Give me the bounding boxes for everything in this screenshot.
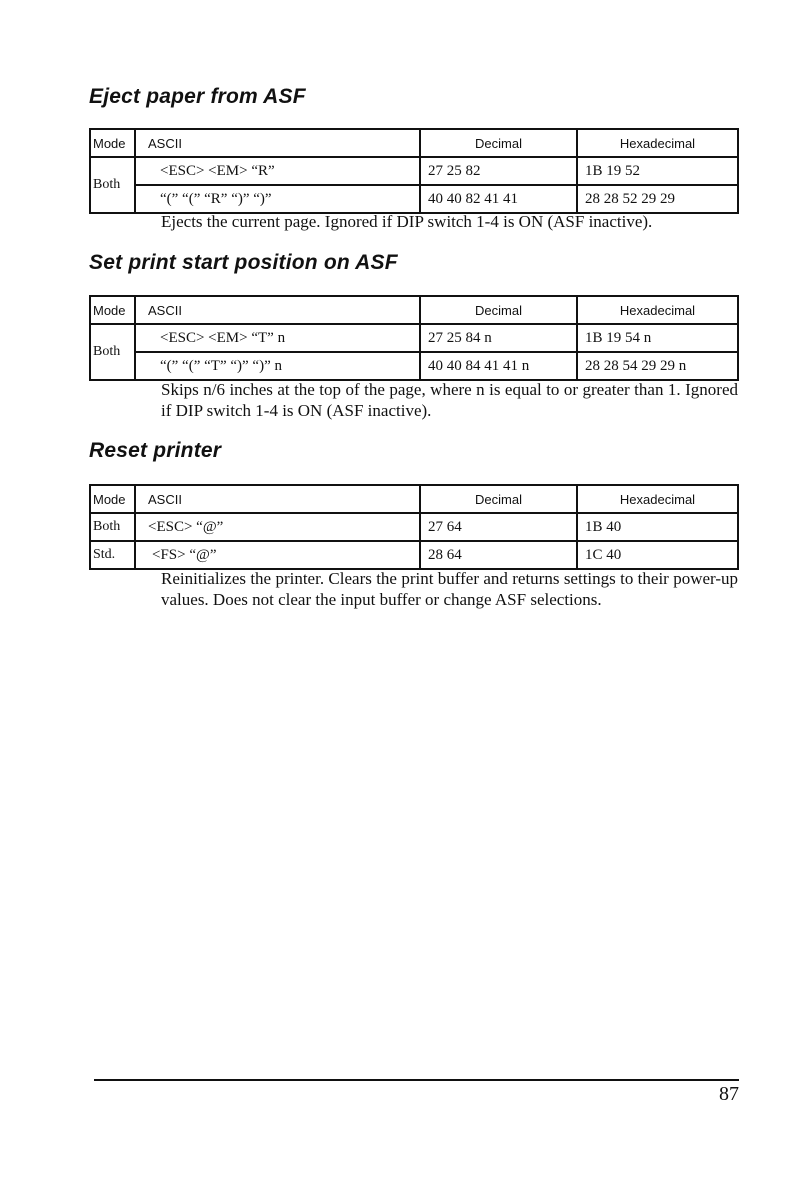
ascii-cell: <ESC> <EM> “T” n [135, 324, 420, 352]
mode-cell: Std. [90, 541, 135, 569]
section-title-eject-paper: Eject paper from ASF [89, 85, 306, 108]
header-hexadecimal: Hexadecimal [577, 296, 738, 324]
table-header-row [90, 296, 738, 324]
table-row [90, 324, 738, 352]
section-title-reset-printer: Reset printer [89, 439, 222, 462]
ascii-cell: <ESC> “@” [135, 513, 420, 541]
decimal-cell: 27 25 82 [420, 157, 577, 185]
hex-cell: 28 28 54 29 29 n [577, 352, 738, 380]
section-description-eject-paper: Ejects the current page. Ignored if DIP switch 1-4 is ON (ASF inactive). [161, 212, 653, 231]
header-decimal: Decimal [420, 485, 577, 513]
section-title-set-print-start: Set print start position on ASF [89, 251, 398, 274]
hex-cell: 1C 40 [577, 541, 738, 569]
command-table-set-print-start [89, 295, 739, 381]
ascii-cell: “(” “(” “R” “)” “)” [135, 185, 420, 213]
section-description-reset-printer: Reinitializes the printer. Clears the print buffer and returns settings to their power-up values. Does not clear the input buffer or change ASF selections. [161, 569, 738, 609]
table-header-row [90, 485, 738, 513]
hex-cell: 1B 19 52 [577, 157, 738, 185]
header-decimal: Decimal [420, 296, 577, 324]
decimal-cell: 27 25 84 n [420, 324, 577, 352]
section-description-set-print-start: Skips n/6 inches at the top of the page, where n is equal to or greater than 1. Ignored if DIP switch 1-4 is ON (ASF inactive). [161, 380, 738, 420]
decimal-cell: 40 40 82 41 41 [420, 185, 577, 213]
header-ascii: ASCII [135, 485, 420, 513]
table-row [90, 185, 738, 213]
command-table-eject-paper [89, 128, 739, 214]
header-ascii: ASCII [135, 296, 420, 324]
hex-cell: 1B 40 [577, 513, 738, 541]
header-mode: Mode [90, 129, 135, 157]
mode-cell: Both [90, 157, 135, 213]
header-ascii: ASCII [135, 129, 420, 157]
decimal-cell: 27 64 [420, 513, 577, 541]
header-decimal: Decimal [420, 129, 577, 157]
hex-cell: 1B 19 54 n [577, 324, 738, 352]
header-mode: Mode [90, 296, 135, 324]
table-row [90, 352, 738, 380]
page-number: 87 [719, 1083, 739, 1105]
ascii-cell: <FS> “@” [135, 541, 420, 569]
table-header-row [90, 129, 738, 157]
table-row [90, 541, 738, 569]
decimal-cell: 28 64 [420, 541, 577, 569]
ascii-cell: <ESC> <EM> “R” [135, 157, 420, 185]
header-mode: Mode [90, 485, 135, 513]
command-table-reset-printer [89, 484, 739, 570]
footer-rule [94, 1079, 739, 1081]
hex-cell: 28 28 52 29 29 [577, 185, 738, 213]
mode-cell: Both [90, 513, 135, 541]
ascii-cell: “(” “(” “T” “)” “)” n [135, 352, 420, 380]
header-hexadecimal: Hexadecimal [577, 129, 738, 157]
decimal-cell: 40 40 84 41 41 n [420, 352, 577, 380]
table-row [90, 157, 738, 185]
mode-cell: Both [90, 324, 135, 380]
table-row [90, 513, 738, 541]
header-hexadecimal: Hexadecimal [577, 485, 738, 513]
